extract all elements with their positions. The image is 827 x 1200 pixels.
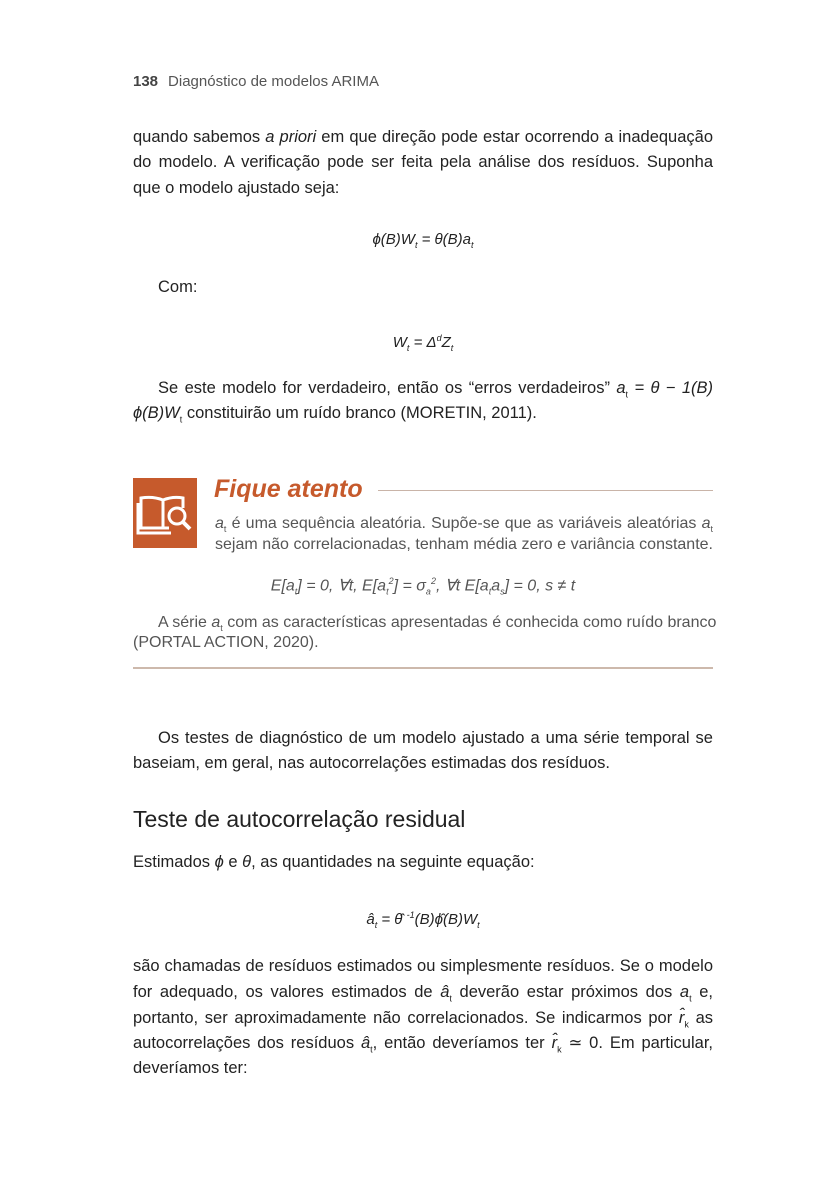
paragraph-line: do modelo. A verificação pode ser feita pela análise dos resíduos. Suponha [133,153,713,171]
running-header [133,73,379,90]
page-number: 138 [133,73,159,90]
equation-residuals: $â_t$ = θ̂ $^{-1}(B)\phî(B)W_t$ [366,910,480,930]
paragraph-line: quando sabemos a priori em que direção pode estar ocorrendo a inadequação [133,128,714,146]
callout-bottom-rule [133,667,713,669]
paragraph-line: autocorrelações dos resíduos $â_t$, então deveríamos ter $r̂_k$ ≃ 0. Em particular, [133,1034,713,1055]
callout-equation: $E[a_t] = 0$, ∀t, $E[a_t^2] = \sigma_a^2$, ∀t $E[a_ta_s] = 0$, s ≠ t [270,576,576,597]
paragraph-line: Estimados ϕ e θ, as quantidades na seguinte equação: [133,853,535,871]
chapter-title: Diagnóstico de modelos ARIMA [168,73,379,90]
equation-model: $\phi(B)W_t = \theta(B)a_t$ [372,231,474,250]
paragraph-line: portanto, ser aproximadamente não correlacionados. Se indicarmos por $r̂_k$ as [133,1009,714,1030]
callout-line: $a_t$ é uma sequência aleatória. Supõe-se que as variáveis aleatórias $a_t$ [215,515,713,535]
callout-title-rule [378,490,713,491]
paragraph-line: for adequado, os valores estimados de $â_t$ deverão estar próximos dos $a_t$ e, [133,983,713,1004]
paragraph-line: deveríamos ter: [133,1059,248,1077]
book-magnifier-icon [133,478,197,548]
paragraph-line: são chamadas de resíduos estimados ou simplesmente resíduos. Se o modelo [133,957,713,975]
com-label: Com: [158,278,198,296]
callout-line: A série $a_t$ com as características apresentadas é conhecida como ruído branco [158,614,717,634]
paragraph-line: que o modelo ajustado seja: [133,179,340,197]
callout-title: Fique atento [214,475,363,503]
paragraph-line: Os testes de diagnóstico de um modelo ajustado a uma série temporal se [158,729,713,747]
paragraph-line: Se este modelo for verdadeiro, então os “erros verdadeiros” $a_t = \theta - 1(B)$ [158,379,714,400]
callout-line: (PORTAL ACTION, 2020). [133,634,319,651]
equation-difference: $W_t = \Delta^dZ_t$ [392,333,454,353]
section-heading: Teste de autocorrelação residual [133,806,466,832]
callout-line: sejam não correlacionadas, tenham média zero e variância constante. [215,536,713,553]
paragraph-line: baseiam, em geral, nas autocorrelações estimadas dos resíduos. [133,754,610,772]
paragraph-line: $\phi(B)W_t$ constituirão um ruído branco (MORETIN, 2011). [133,404,537,425]
